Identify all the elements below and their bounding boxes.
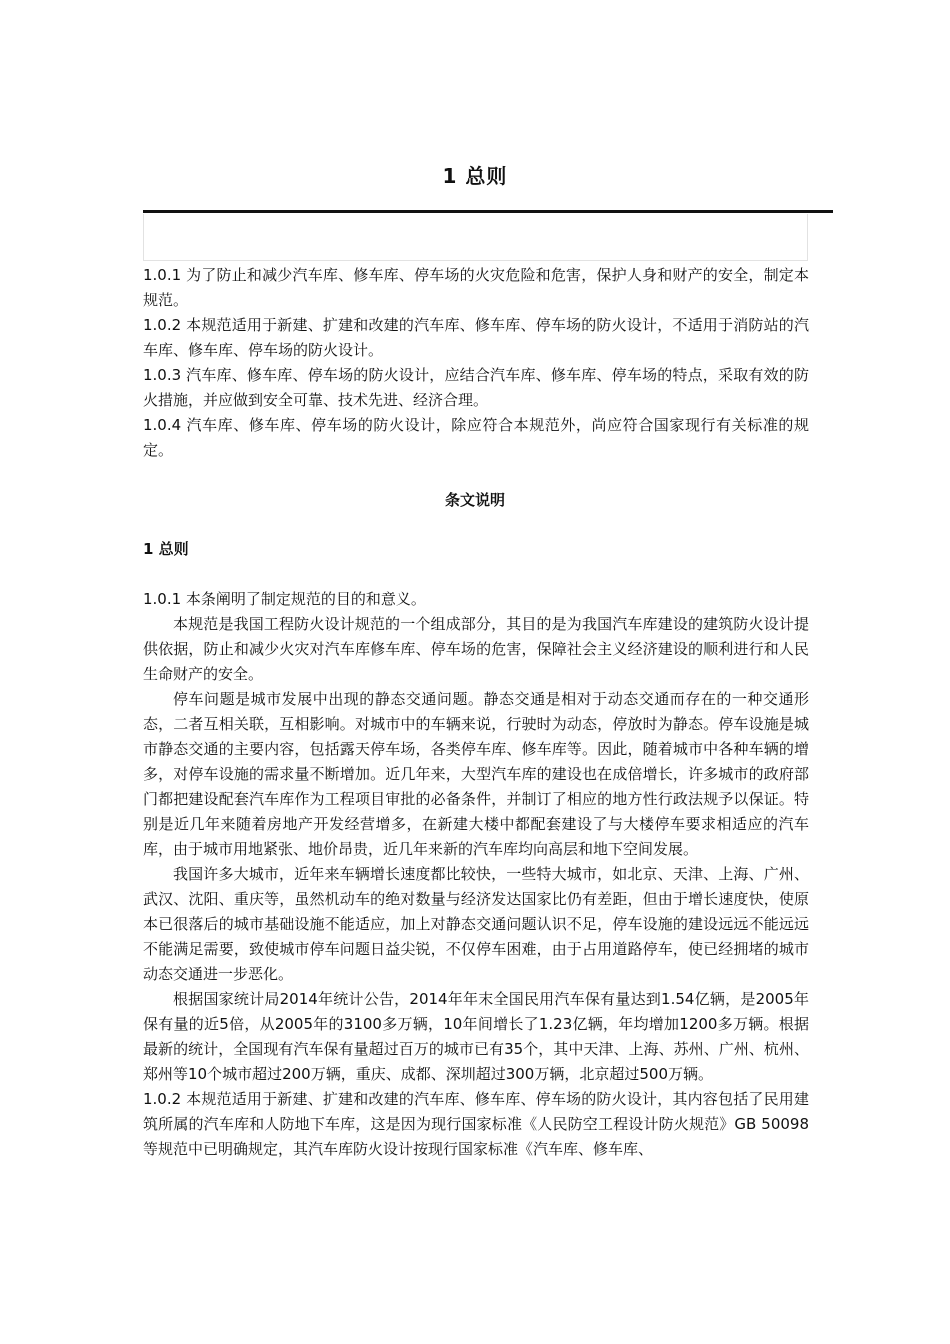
explanation-body: [143, 587, 809, 1162]
blank-box: [143, 214, 808, 261]
title-divider: [143, 210, 833, 213]
clause-1-0-1: 1.0.1 为了防止和减少汽车库、修车库、停车场的火灾危险和危害，保护人身和财产的安全，制定本规范。: [143, 266, 809, 309]
explanation-paragraph: 停车问题是城市发展中出现的静态交通问题。静态交通是相对于动态交通而存在的一种交通形态，二者互相关联，互相影响。对城市中的车辆来说，行驶时为动态，停放时为静态。停车设施是城市静态交通的主要内容，包括露天停车场，各类停车库、修车库等。因此，随着城市中各种车辆的增多，对停车设施的需求量不断增加。近几年来，大型汽车库的建设也在成倍增长，许多城市的政府部门都把建设配套汽车库作为工程项目审批的必备条件，并制订了相应的地方性行政法规予以保证。特别是近几年来随着房地产开发经营增多，在新建大楼中都配套建设了与大楼停车要求相适应的汽车库，由于城市用地紧张、地价昂贵，近几年来新的汽车库均向高层和地下空间发展。: [143, 690, 809, 858]
explanation-paragraph: 本规范是我国工程防火设计规范的一个组成部分，其目的是为我国汽车库建设的建筑防火设计提供依据，防止和减少火灾对汽车库修车库、停车场的危害，保障社会主义经济建设的顺利进行和人民生命财产的安全。: [143, 615, 809, 683]
clause-1-0-3: 1.0.3 汽车库、修车库、停车场的防火设计，应结合汽车库、修车库、停车场的特点，采取有效的防火措施，并应做到安全可靠、技术先进、经济合理。: [143, 366, 809, 409]
explanation-paragraph: 我国许多大城市，近年来车辆增长速度都比较快，一些特大城市，如北京、天津、上海、广州、武汉、沈阳、重庆等，虽然机动车的绝对数量与经济发达国家比仍有差距，但由于增长速度快，使原本已很落后的城市基础设施不能适应，加上对静态交通问题认识不足，停车设施的建设远远不能远远不能满足需要，致使城市停车问题日益尖锐，不仅停车困难，由于占用道路停车，使已经拥堵的城市动态交通进一步恶化。: [143, 865, 809, 983]
clause-1-0-4: 1.0.4 汽车库、修车库、停车场的防火设计，除应符合本规范外，尚应符合国家现行有关标准的规定。: [143, 416, 809, 459]
explanation-paragraph: 根据国家统计局2014年统计公告，2014年年末全国民用汽车保有量达到1.54亿辆，是2005年保有量的近5倍，从2005年的3100多万辆，10年间增长了1.23亿辆，年均增加1200多万辆。根据最新的统计，全国现有汽车保有量超过百万的城市已有35个，其中天津、上海、苏州、广州、杭州、郑州等10个城市超过200万辆，重庆、成都、深圳超过300万辆，北京超过500万辆。: [143, 990, 809, 1083]
explanation-heading: 条文说明: [444, 491, 505, 509]
explanation-paragraph: 1.0.1 本条阐明了制定规范的目的和意义。: [143, 590, 426, 608]
explanation-paragraph: 1.0.2 本规范适用于新建、扩建和改建的汽车库、修车库、停车场的防火设计，其内容包括了民用建筑所属的汽车库和人防地下车库，这是因为现行国家标准《人民防空工程设计防火规范》GB 50098等规范中已明确规定，其汽车库防火设计按现行国家标准《汽车库、修车库、: [143, 1090, 809, 1158]
chapter-title: 1 总则: [442, 164, 508, 188]
explanation-subheading: 1 总则: [143, 540, 189, 558]
clause-1-0-2: 1.0.2 本规范适用于新建、扩建和改建的汽车库、修车库、停车场的防火设计，不适用于消防站的汽车库、修车库、停车场的防火设计。: [143, 316, 809, 359]
clause-list: [143, 263, 809, 463]
